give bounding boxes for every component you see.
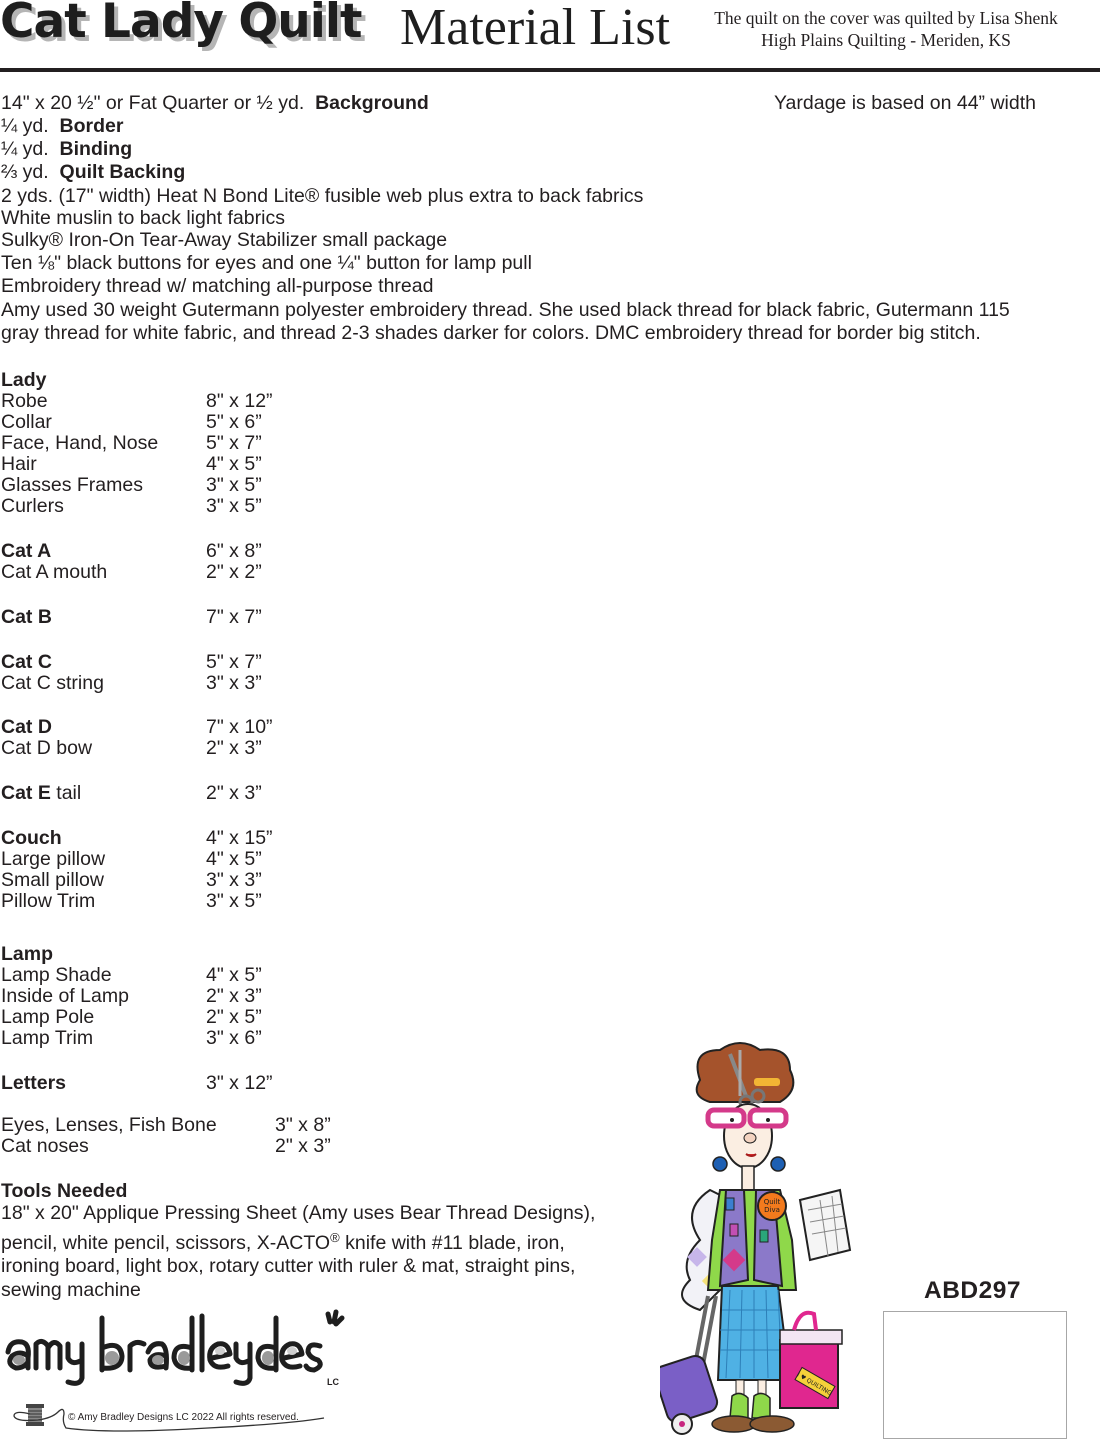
- supply-item: White muslin to back light fabrics: [1, 207, 285, 229]
- fabric-item: [1, 138, 132, 161]
- cut-item-name: Curlers: [1, 495, 64, 517]
- supply-item: Sulky® Iron-On Tear-Away Stabilizer small package: [1, 229, 448, 251]
- cut-item: [1, 870, 262, 891]
- cut-item-cat-c: [1, 652, 262, 673]
- credit-line-1: The quilt on the cover was quilted by Lisa Shenk: [714, 8, 1058, 28]
- fabric-qty: ⅔ yd.: [1, 161, 49, 183]
- cut-item-name: Cat noses: [1, 1135, 89, 1157]
- barcode-placeholder-box: [883, 1311, 1067, 1439]
- cut-item: [1, 986, 262, 1007]
- cut-item-size: 6" x 8”: [206, 540, 262, 562]
- cut-item-name: Cat C string: [1, 672, 104, 694]
- cut-item: [1, 673, 262, 694]
- tools-list: [1, 1202, 651, 1302]
- cut-item-size: 3" x 5”: [206, 495, 262, 517]
- fabric-qty: ¼ yd.: [1, 138, 49, 160]
- cut-item-size: 2" x 3”: [206, 782, 262, 804]
- cut-item-size: 3" x 3”: [206, 672, 262, 694]
- svg-text:I ♥ QUILTING: I ♥ QUILTING: [795, 1371, 833, 1398]
- cut-item: [1, 1115, 331, 1136]
- cut-item: [1, 1136, 331, 1157]
- section-heading-lady: Lady: [1, 369, 47, 391]
- cut-item-size: 2" x 3”: [206, 985, 262, 1007]
- cut-item-name: Cat C: [1, 651, 52, 673]
- tools-line: sewing machine: [1, 1278, 141, 1301]
- cut-item-name: Face, Hand, Nose: [1, 432, 159, 454]
- cut-item-name: Cat B: [1, 606, 52, 628]
- fabric-qty: 14" x 20 ½" or Fat Quarter or ½ yd.: [1, 92, 305, 114]
- fabric-qty: ¼ yd.: [1, 115, 49, 137]
- cut-item-size: 3" x 3”: [206, 869, 262, 891]
- cut-item-name-bold: Cat E: [1, 782, 51, 804]
- cut-item: [1, 391, 273, 412]
- cut-item: [1, 496, 262, 517]
- cut-item-size: 3" x 6”: [206, 1027, 262, 1049]
- supply-item: 2 yds. (17" width) Heat N Bond Lite® fusible web plus extra to back fabrics: [1, 185, 644, 207]
- tools-text: knife with #11 blade, iron,: [339, 1231, 565, 1254]
- supply-item: Embroidery thread w/ matching all-purpose thread: [1, 275, 434, 297]
- cut-item-name: Glasses Frames: [1, 474, 143, 496]
- credit-line-2: High Plains Quilting - Meriden, KS: [761, 30, 1011, 50]
- registered-mark: ®: [330, 1229, 340, 1245]
- cut-item-name: Pillow Trim: [1, 890, 96, 912]
- section-heading-lamp: Lamp: [1, 943, 54, 965]
- cut-item-size: 7" x 7”: [206, 606, 262, 628]
- quilt-title: Cat Lady Quilt: [0, 0, 362, 49]
- tools-heading: Tools Needed: [1, 1180, 128, 1202]
- cut-item-size: 5" x 7”: [206, 651, 262, 673]
- cut-item-name: Inside of Lamp: [1, 985, 129, 1007]
- logo-suffix: LC: [327, 1377, 339, 1387]
- cut-item-size: 7" x 10”: [206, 716, 273, 738]
- fabric-name: Binding: [59, 138, 133, 160]
- cut-item-name: Hair: [1, 453, 37, 475]
- cut-item-name: Cat A: [1, 540, 52, 562]
- thread-note: gray thread for white fabric, and thread 2-3 shades darker for colors. DMC embroidery thread for border big stitch.: [1, 322, 981, 344]
- cut-item-size: 3" x 5”: [206, 890, 262, 912]
- amy-bradley-designs-logo-icon: [2, 1308, 347, 1388]
- supply-item: Ten ⅛" black buttons for eyes and one ¼" button for lamp pull: [1, 252, 532, 274]
- tools-line: [1, 1226, 651, 1256]
- cut-item: [1, 454, 262, 475]
- cut-item-size: 4" x 5”: [206, 453, 262, 475]
- cut-item: [1, 891, 262, 912]
- cut-item-size: 2" x 3”: [206, 737, 262, 759]
- cut-item-cat-b: [1, 607, 262, 628]
- cut-item: [1, 1028, 262, 1049]
- cut-item-name: [1, 783, 206, 804]
- cut-item-name-rest: tail: [50, 782, 82, 804]
- cut-item-couch: [1, 828, 273, 849]
- fabric-name: Border: [59, 115, 124, 137]
- cut-item: [1, 965, 262, 986]
- cut-item-size: 5" x 6”: [206, 411, 262, 433]
- svg-text:Diva: Diva: [764, 1206, 780, 1214]
- svg-text:Quilt: Quilt: [763, 1198, 781, 1206]
- tools-line: ironing board, light box, rotary cutter with ruler & mat, straight pins,: [1, 1255, 576, 1277]
- header-divider: [0, 68, 1100, 72]
- cut-item-name: Cat A mouth: [1, 561, 108, 583]
- fabric-name: Background: [315, 92, 429, 114]
- cut-item-cat-a: [1, 541, 262, 562]
- thread-note: Amy used 30 weight Gutermann polyester embroidery thread. She used black thread for black fabric, Gutermann 115: [1, 299, 1010, 321]
- cut-item-size: 3" x 8”: [275, 1114, 331, 1136]
- brand-logo: [2, 1308, 347, 1393]
- cat-lady-illustration: [660, 1040, 880, 1444]
- quilter-credit: [686, 7, 1086, 51]
- cut-item-size: 5" x 7”: [206, 432, 262, 454]
- product-code: ABD297: [924, 1277, 1021, 1304]
- cut-item: [1, 562, 262, 583]
- cut-item-name: Collar: [1, 411, 52, 433]
- fabric-item: [1, 92, 429, 115]
- cut-item-name: Lamp Pole: [1, 1006, 95, 1028]
- tools-text: pencil, white pencil, scissors, X-ACTO: [1, 1231, 331, 1254]
- cut-item-size: 3" x 12”: [206, 1072, 273, 1094]
- quilter-character-icon: [660, 1040, 880, 1444]
- tools-line: 18" x 20" Applique Pressing Sheet (Amy uses Bear Thread Designs),: [1, 1202, 596, 1224]
- cut-item-name: Eyes, Lenses, Fish Bone: [1, 1114, 217, 1136]
- cut-item-cat-e: [1, 783, 262, 804]
- yardage-note: Yardage is based on 44” width: [774, 92, 1036, 114]
- cut-item-size: 8" x 12”: [206, 390, 273, 412]
- cut-item-name: Small pillow: [1, 869, 104, 891]
- cut-item-size: 4" x 5”: [206, 964, 262, 986]
- cut-item-size: 3" x 5”: [206, 474, 262, 496]
- cut-item: [1, 1007, 262, 1028]
- cut-item: [1, 475, 262, 496]
- cut-item: [1, 433, 262, 454]
- cut-item-size: 4" x 15”: [206, 827, 273, 849]
- cut-item: [1, 849, 262, 870]
- cut-item-name: Cat D bow: [1, 737, 93, 759]
- cut-item-name: Couch: [1, 827, 62, 849]
- cut-item-name: Large pillow: [1, 848, 106, 870]
- cut-item-size: 2" x 3”: [275, 1135, 331, 1157]
- cut-item-letters: [1, 1073, 273, 1094]
- cut-item-name: Robe: [1, 390, 48, 412]
- copyright-notice: © Amy Bradley Designs LC 2022 All rights reserved.: [68, 1412, 299, 1423]
- cut-item-cat-d: [1, 717, 273, 738]
- cut-item-name: Cat D: [1, 716, 52, 738]
- fabric-item: [1, 161, 185, 184]
- cut-item-size: 2" x 2”: [206, 561, 262, 583]
- fabric-item: [1, 115, 123, 138]
- cut-item-name: Lamp Shade: [1, 964, 112, 986]
- cut-item-name: Lamp Trim: [1, 1027, 94, 1049]
- cut-item-name: Letters: [1, 1072, 67, 1094]
- cut-item: [1, 412, 262, 433]
- cut-item-size: 4" x 5”: [206, 848, 262, 870]
- fabric-name: Quilt Backing: [59, 161, 186, 183]
- page-title: Material List: [400, 0, 671, 56]
- cut-item: [1, 738, 262, 759]
- cut-item-size: 2" x 5”: [206, 1006, 262, 1028]
